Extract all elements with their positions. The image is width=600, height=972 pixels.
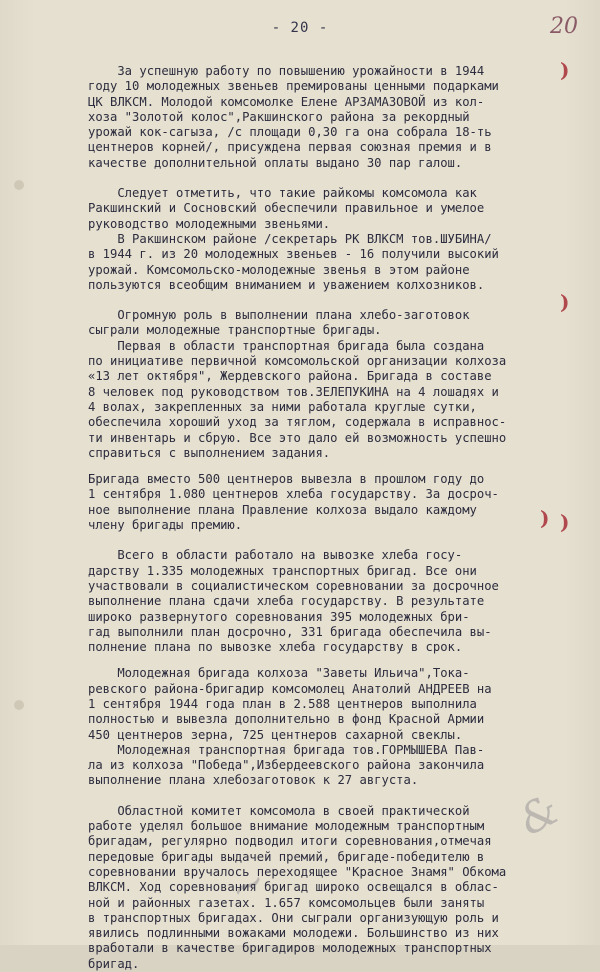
text-line: дарству 1.335 молодежных транспортных бригад. Все они	[88, 563, 477, 578]
paragraph	[88, 666, 552, 788]
text-line: 8 человек под руководством тов.ЗЕЛЕПУКИНА на 4 лошадях и	[88, 384, 499, 399]
margin-bracket-mark: )	[560, 510, 570, 534]
text-line: явились подлинными вожаками молодежи. Большинство из них	[88, 926, 499, 941]
paragraph	[88, 186, 552, 232]
text-line: передовые бригады выдачей премий, бригаде-победителю в	[88, 849, 485, 864]
text-line: бригадам, регулярно подводил итоги соревнования,отмечая	[88, 834, 492, 849]
binding-hole	[14, 700, 24, 710]
archive-stamp-mark: &	[510, 784, 567, 845]
text-line: За успешную работу по повышению урожайности в 1944	[88, 64, 485, 78]
paragraph	[88, 339, 552, 461]
paragraph	[88, 804, 552, 972]
text-line: ЦК ВЛКСМ. Молодой комсомолке Елене АРЗАМАЗОВОЙ из кол-	[88, 94, 485, 109]
text-line: члену бригады премию.	[88, 518, 243, 533]
text-line: полностью и вывезла дополнительно в фонд Красной Армии	[88, 712, 485, 727]
text-line: Первая в области транспортная бригада была создана	[88, 338, 485, 353]
text-line: руководство молодежными звеньями.	[88, 216, 331, 231]
text-line: Молодежная бригада колхоза "Заветы Ильича",Тока-	[88, 666, 470, 681]
text-line: пользуются всеобщим вниманием и уважением колхозников.	[88, 277, 485, 292]
text-line: работе уделял большое внимание молодежным транспортным	[88, 819, 485, 834]
text-line: урожай кок-сагыза, /с площади 0,30 га она собрала 18-ть	[88, 125, 492, 140]
text-line: участвовали в социалистическом соревновании за досрочное	[88, 578, 499, 593]
text-line: «13 лет октября", Жердевского района. Бригада в составе	[88, 369, 492, 384]
paragraph	[88, 472, 552, 533]
archive-stamp-mark: ~	[220, 854, 275, 915]
text-line: гад выполнили план досрочно, 331 бригада обеспечила вы-	[88, 624, 492, 639]
text-line: ревского района-бригадир комсомолец Анатолий АНДРЕЕВ на	[88, 681, 492, 696]
text-line: ное выполнение плана Правление колхоза выдало каждому	[88, 502, 477, 517]
text-line: ВЛКСМ. Ход соревнования бригад широко освещался в облас-	[88, 880, 499, 895]
text-line: Всего в области работало на вывозке хлеба госу-	[88, 548, 463, 563]
text-line: Ракшинский и Сосновский обеспечили правильное и умелое	[88, 201, 485, 216]
page-number: - 20 -	[271, 20, 329, 36]
text-line: году 10 молодежных звеньев премированы ценными подарками	[88, 79, 499, 94]
text-line: 1 сентября 1944 года план в 2.588 центнеров выполнила	[88, 696, 477, 711]
text-line: выполнение плана сдачи хлеба государству. В результате	[88, 594, 485, 609]
text-line: Молодежная транспортная бригада тов.ГОРМЫШЕВА Пав-	[88, 742, 485, 757]
margin-bracket-mark: )	[560, 58, 570, 82]
text-line: в транспортных бригадах. Они сыграли организующую роль и	[88, 910, 499, 925]
text-line: качестве дополнительной оплаты выдано 30 пар галош.	[88, 155, 463, 170]
text-line: 450 центнеров зерна, 725 центнеров сахарной свеклы.	[88, 727, 463, 742]
paragraph	[88, 232, 552, 293]
paragraph	[88, 548, 552, 655]
text-line: хоза "Золотой колос",Ракшинского района за рекордный	[88, 109, 470, 124]
margin-bracket-mark: )	[560, 290, 570, 314]
text-line: центнеров корней/, присуждена первая союзная премия и в	[88, 140, 492, 155]
text-line: выполнение плана хлебозаготовок к 27 августа.	[88, 773, 419, 788]
text-line: урожай. Комсомольско-молодежные звенья в этом районе	[88, 262, 470, 277]
paragraph	[88, 64, 552, 171]
text-line: 4 волах, закрепленных за ними работала круглые сутки,	[88, 399, 477, 414]
margin-bracket-mark: )	[540, 506, 550, 530]
document-body	[88, 64, 552, 972]
text-line: соревновании вручалось переходящее "Красное Знамя" Обкома	[88, 864, 507, 879]
text-line: вработали в качестве бригадиров молодежных транспортных	[88, 941, 492, 956]
text-line: сыграли молодежные транспортные бригады.	[88, 323, 382, 338]
paragraph	[88, 308, 552, 339]
text-line: обеспечила хороший уход за тяглом, содержала в исправнос-	[88, 415, 507, 430]
text-line: В Ракшинском районе /секретарь РК ВЛКСМ тов.ШУБИНА/	[88, 231, 492, 246]
text-line: по инициативе первичной комсомольской организации колхоза	[88, 354, 507, 369]
text-line: бригад.	[88, 956, 140, 971]
text-line: ла из колхоза "Победа",Избердеевского района закончила	[88, 758, 485, 773]
text-line: Огромную роль в выполнении плана хлебо-заготовок	[88, 308, 470, 323]
text-line: в 1944 г. из 20 молодежных звеньев - 16 получили высокий	[88, 247, 499, 262]
text-line: 1 сентября 1.080 центнеров хлеба государству. За досроч-	[88, 487, 499, 502]
text-line: ти инвентарь и сбрую. Все это дало ей возможность успешно	[88, 430, 507, 445]
binding-hole	[14, 180, 24, 190]
text-line: Следует отметить, что такие райкомы комсомола как	[88, 186, 477, 201]
text-line: широко развернутого соревнования 395 молодежных бри-	[88, 609, 470, 624]
text-line: Бригада вместо 500 центнеров вывезла в прошлом году до	[88, 472, 485, 487]
archive-page-number: 20	[550, 14, 578, 39]
text-line: справиться с выполнением задания.	[88, 445, 331, 460]
text-line: Областной комитет комсомола в своей практической	[88, 803, 470, 818]
text-line: ной и районных газетах. 1.657 комсомольцев были заняты	[88, 895, 485, 910]
text-line: полнение плана по вывозке хлеба государству в срок.	[88, 640, 463, 655]
